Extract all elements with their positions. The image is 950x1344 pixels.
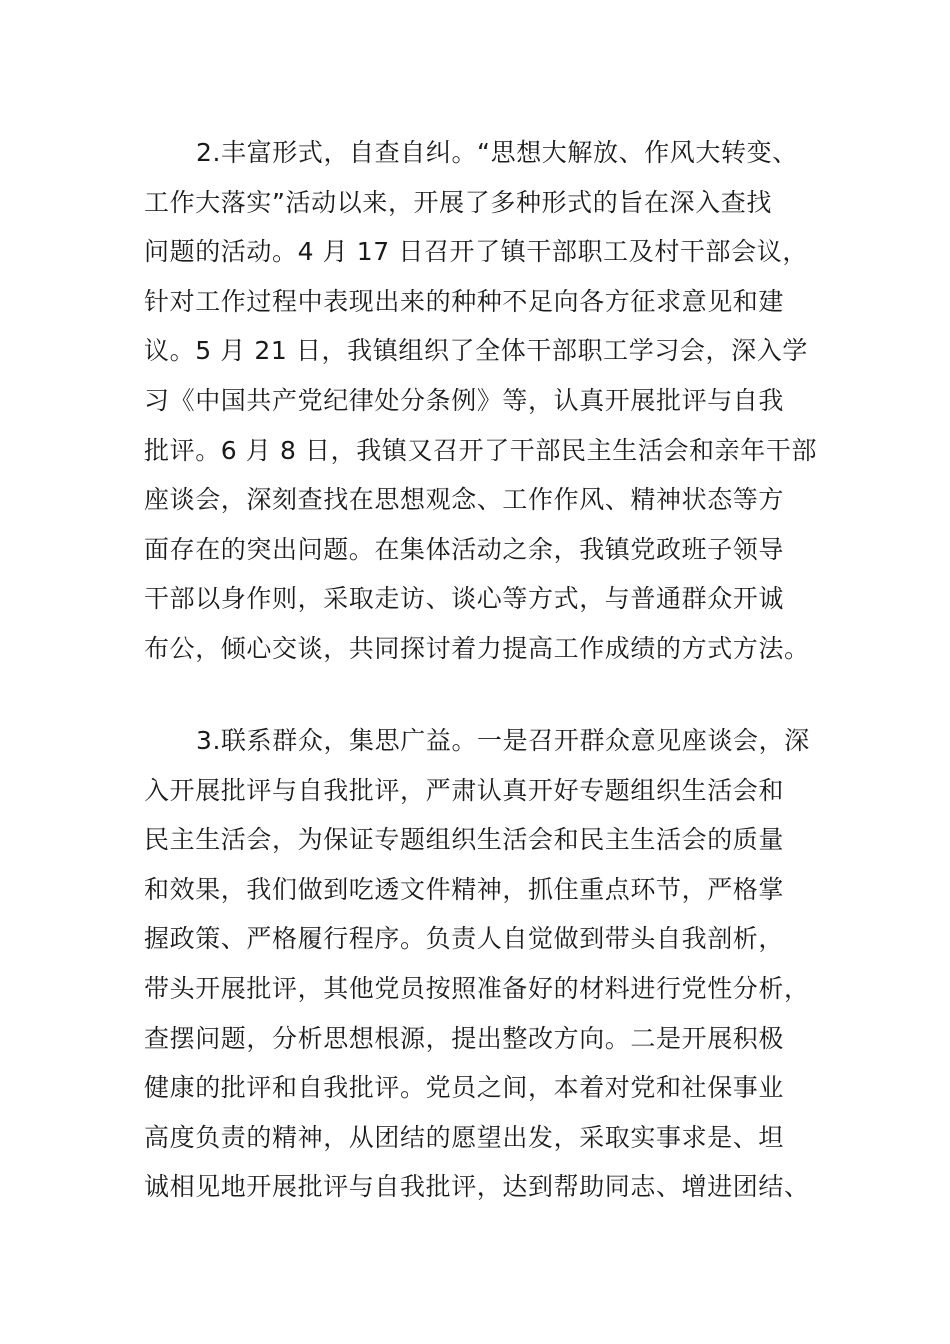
- text-line: 3.联系群众，集思广益。一是召开群众意见座谈会，深: [196, 726, 810, 755]
- text-line: 面存在的突出问题。在集体活动之余，我镇党政班子领导: [144, 534, 785, 564]
- text-line: 问题的活动。4 月 17 日召开了镇干部职工及村干部会议，: [144, 237, 808, 267]
- text-line: 查摆问题，分析思想根源，提出整改方向。二是开展积极: [144, 1023, 785, 1053]
- text-line: 干部以身作则，采取走访、谈心等方式，与普通群众开诚: [144, 584, 785, 614]
- text-line: 诚相见地开展批评与自我批评，达到帮助同志、增进团结、: [144, 1172, 810, 1202]
- text-line: 批评。6 月 8 日，我镇又召开了干部民主生活会和亲年干部: [144, 435, 818, 465]
- text-line: 2.丰富形式，自查自纠。“思想大解放、作风大转变、: [196, 138, 798, 167]
- text-line: 民主生活会，为保证专题组织生活会和民主生活会的质量: [144, 825, 785, 855]
- text-line: 握政策、严格履行程序。负责人自觉做到带头自我剖析，: [144, 924, 785, 954]
- text-line: 议。5 月 21 日，我镇组织了全体干部职工学习会，深入学: [144, 336, 808, 366]
- paragraph-contact-masses: [144, 716, 824, 1212]
- text-line: 健康的批评和自我批评。党员之间，本着对党和社保事业: [144, 1073, 785, 1103]
- text-line: 带头开展批评，其他党员按照准备好的材料进行党性分析，: [144, 973, 810, 1003]
- text-line: 入开展批评与自我批评，严肃认真开好专题组织生活会和: [144, 775, 785, 805]
- text-line: 针对工作过程中表现出来的种种不足向各方征求意见和建: [144, 286, 785, 316]
- text-line: 工作大落实”活动以来，开展了多种形式的旨在深入查找: [144, 187, 772, 217]
- text-line: 和效果，我们做到吃透文件精神，抓住重点环节，严格掌: [144, 874, 785, 904]
- text-line: 习《中国共产党纪律处分条例》等，认真开展批评与自我: [144, 385, 785, 415]
- text-line: 座谈会，深刻查找在思想观念、工作作风、精神状态等方: [144, 485, 785, 515]
- paragraph-self-inspection: [144, 128, 824, 674]
- text-line: 布公，倾心交谈，共同探讨着力提高工作成绩的方式方法。: [144, 633, 810, 663]
- text-line: 高度负责的精神，从团结的愿望出发，采取实事求是、坦: [144, 1122, 785, 1152]
